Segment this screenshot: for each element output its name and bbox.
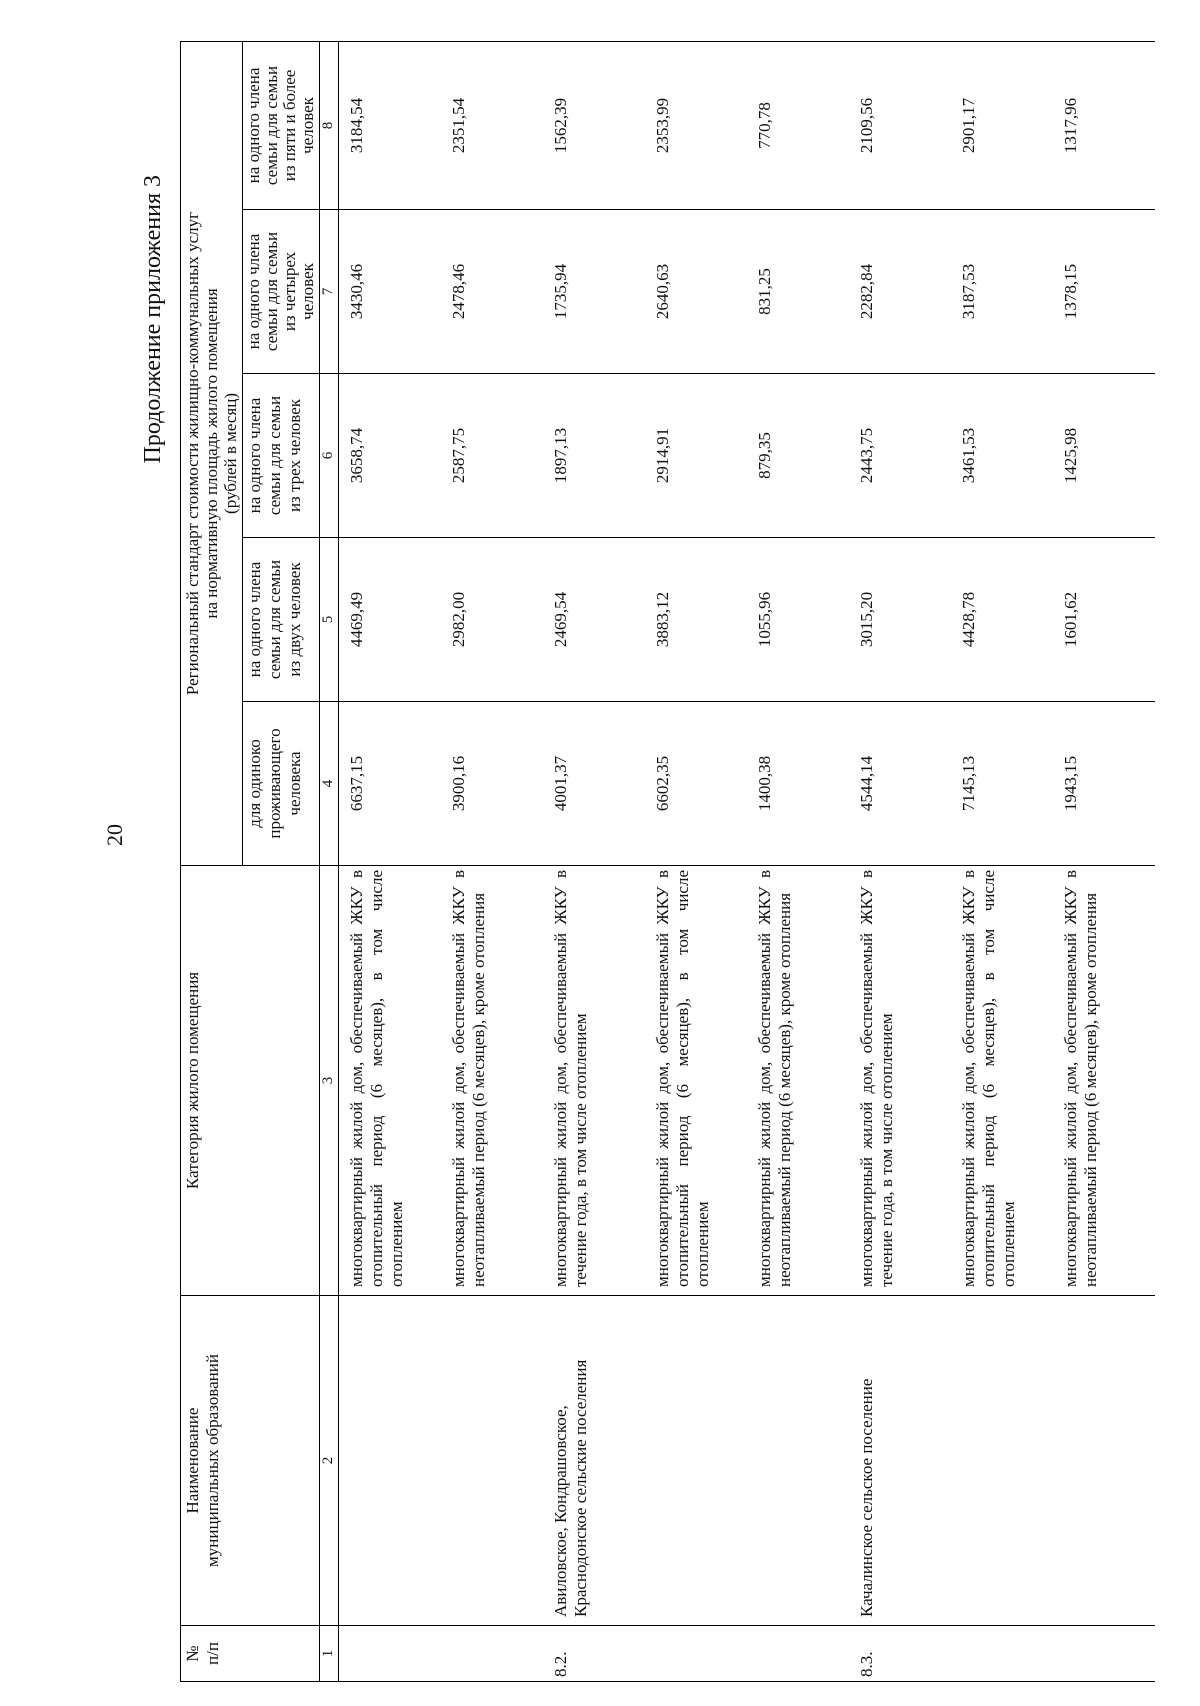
row-municipality <box>441 1296 543 1626</box>
cell-family-3: 2587,75 <box>441 374 543 538</box>
cell-single: 1400,38 <box>747 702 849 866</box>
cell-single: 1943,15 <box>1053 702 1155 866</box>
cell-family-5plus: 3184,54 <box>339 41 442 209</box>
row-municipality: Авиловское, Кондрашовское, Краснодонское сельские поселения <box>543 1296 645 1626</box>
row-category: многоквартирный жилой дом, обеспечиваемый ЖКУ в течение года, в том числе отоплением <box>849 866 951 1296</box>
cell-single: 4001,37 <box>543 702 645 866</box>
table-row <box>645 41 747 1681</box>
row-category: многоквартирный жилой дом, обеспечиваемый ЖКУ в отопительный период (6 месяцев), в том числе отоплением <box>339 866 442 1296</box>
header-col6: на одного члена семьи для семьи из трех человек <box>243 374 320 538</box>
row-municipality <box>747 1296 849 1626</box>
cell-family-2: 4469,49 <box>339 538 442 702</box>
row-num <box>645 1626 747 1682</box>
row-municipality <box>339 1296 442 1626</box>
row-category: многоквартирный жилой дом, обеспечиваемый ЖКУ в течение года, в том числе отоплением <box>543 866 645 1296</box>
header-col5: на одного члена семьи для семьи из двух человек <box>243 538 320 702</box>
colnum-3: 3 <box>320 866 339 1296</box>
header-col4: для одиноко проживающего человека <box>243 702 320 866</box>
row-category: многоквартирный жилой дом, обеспечиваемый ЖКУ в неотапливаемый период (6 месяцев), кроме отопления <box>747 866 849 1296</box>
row-category: многоквартирный жилой дом, обеспечиваемый ЖКУ в неотапливаемый период (6 месяцев), кроме отопления <box>1053 866 1155 1296</box>
cell-family-3: 1425,98 <box>1053 374 1155 538</box>
cell-family-3: 879,35 <box>747 374 849 538</box>
row-num <box>339 1626 442 1682</box>
page-number: 20 <box>102 824 127 846</box>
cell-family-4: 1735,94 <box>543 210 645 374</box>
header-col8: на одного члена семьи для семьи из пяти и более человек <box>243 41 320 209</box>
tariff-table <box>180 41 1155 1682</box>
colnum-4: 4 <box>320 702 339 866</box>
table-row <box>747 41 849 1681</box>
cell-family-4: 1378,15 <box>1053 210 1155 374</box>
cell-single: 6637,15 <box>339 702 442 866</box>
row-municipality <box>645 1296 747 1626</box>
cell-single: 7145,13 <box>951 702 1053 866</box>
row-num <box>747 1626 849 1682</box>
row-num <box>1053 1626 1155 1682</box>
cell-family-2: 4428,78 <box>951 538 1053 702</box>
colnum-1: 1 <box>320 1626 339 1682</box>
header-municipality: Наименование муниципальных образований <box>181 1296 320 1626</box>
cell-family-4: 2282,84 <box>849 210 951 374</box>
table-row <box>1053 41 1155 1681</box>
row-num <box>951 1626 1053 1682</box>
cell-family-2: 2469,54 <box>543 538 645 702</box>
cell-family-2: 1055,96 <box>747 538 849 702</box>
cell-family-2: 3883,12 <box>645 538 747 702</box>
row-municipality: Качалинское сельское поселение <box>849 1296 951 1626</box>
row-num: 8.2. <box>543 1626 645 1682</box>
colnum-5: 5 <box>320 538 339 702</box>
cell-single: 4544,14 <box>849 702 951 866</box>
cell-family-3: 2914,91 <box>645 374 747 538</box>
row-municipality <box>951 1296 1053 1626</box>
cell-family-5plus: 1317,96 <box>1053 41 1155 209</box>
cell-family-5plus: 2351,54 <box>441 41 543 209</box>
row-category: многоквартирный жилой дом, обеспечиваемый ЖКУ в неотапливаемый период (6 месяцев), кроме отопления <box>441 866 543 1296</box>
cell-family-5plus: 2353,99 <box>645 41 747 209</box>
table-row <box>951 41 1053 1681</box>
continuation-heading: Продолжение приложения 3 <box>140 175 166 464</box>
cell-family-4: 2478,46 <box>441 210 543 374</box>
table-row <box>339 41 442 1681</box>
header-col7: на одного члена семьи для семьи из четырех человек <box>243 210 320 374</box>
header-standard: Региональный стандарт стоимости жилищно-коммунальных услуг на нормативную площадь жилого помещения (рублей в месяц) <box>181 41 243 865</box>
row-num <box>441 1626 543 1682</box>
cell-family-4: 831,25 <box>747 210 849 374</box>
cell-family-3: 3658,74 <box>339 374 442 538</box>
header-category: Категория жилого помещения <box>181 866 320 1296</box>
cell-family-5plus: 2109,56 <box>849 41 951 209</box>
table-row <box>543 41 645 1681</box>
cell-family-4: 2640,63 <box>645 210 747 374</box>
colnum-8: 8 <box>320 41 339 209</box>
cell-family-4: 3187,53 <box>951 210 1053 374</box>
cell-family-2: 2982,00 <box>441 538 543 702</box>
cell-family-3: 1897,13 <box>543 374 645 538</box>
colnum-7: 7 <box>320 210 339 374</box>
row-num: 8.3. <box>849 1626 951 1682</box>
row-municipality <box>1053 1296 1155 1626</box>
cell-family-5plus: 2901,17 <box>951 41 1053 209</box>
cell-family-3: 2443,75 <box>849 374 951 538</box>
cell-family-2: 1601,62 <box>1053 538 1155 702</box>
colnum-6: 6 <box>320 374 339 538</box>
cell-family-2: 3015,20 <box>849 538 951 702</box>
row-category: многоквартирный жилой дом, обеспечиваемый ЖКУ в отопительный период (6 месяцев), в том числе отоплением <box>645 866 747 1296</box>
cell-family-3: 3461,53 <box>951 374 1053 538</box>
cell-family-5plus: 1562,39 <box>543 41 645 209</box>
cell-single: 3900,16 <box>441 702 543 866</box>
cell-family-5plus: 770,78 <box>747 41 849 209</box>
row-category: многоквартирный жилой дом, обеспечиваемый ЖКУ в отопительный период (6 месяцев), в том числе отоплением <box>951 866 1053 1296</box>
cell-single: 6602,35 <box>645 702 747 866</box>
table-row <box>849 41 951 1681</box>
table-row <box>441 41 543 1681</box>
colnum-2: 2 <box>320 1296 339 1626</box>
cell-family-4: 3430,46 <box>339 210 442 374</box>
header-num: № п/п <box>181 1626 320 1682</box>
